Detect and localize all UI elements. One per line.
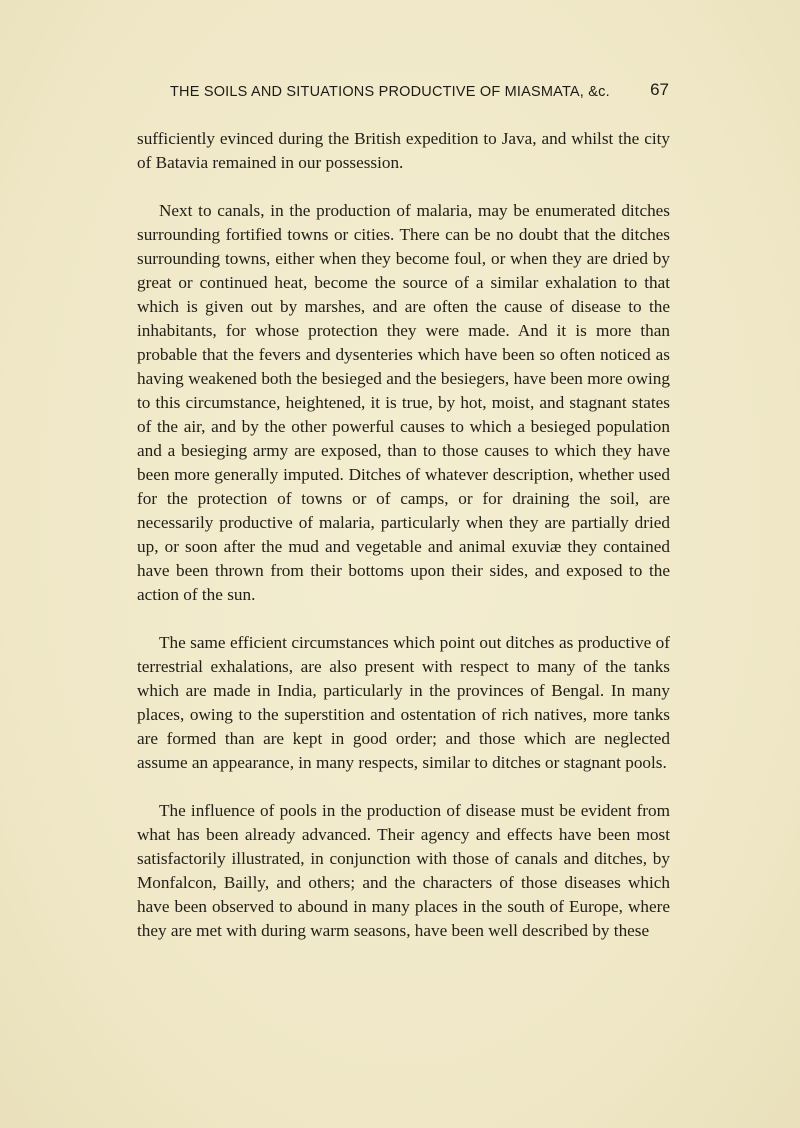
paragraph-1: sufficiently evinced during the British expedition to Java, and whilst the city of Batavia remained in our possession. (137, 129, 670, 172)
paragraph-2: Next to canals, in the production of malaria, may be enumerated ditches surrounding fortified towns or cities. There can be no doubt that the ditches surrounding towns, either when they become foul, or when they are dried by great or continued heat, become the source of a similar exhalation to that which is given out by marshes, and are often the cause of disease to the inhabitants, for whose protection they were made. And it is more than probable that the fevers and dysenteries which have been so often noticed as having weakened both the besieged and the besiegers, have been more owing to this circumstance, heightened, it is true, by hot, moist, and stagnant states of the air, and by the other powerful causes to which a besieged population and a besieging army are exposed, than to those causes to which they have been more generally imputed. Ditches of whatever description, whether used for the protection of towns or of camps, or for draining the soil, are necessarily productive of malaria, particularly when they are partially dried up, or soon after the mud and vegetable and animal exuviæ they contained have been thrown from their bottoms upon their sides, and exposed to the action of the sun. (137, 201, 670, 604)
paragraph-3: The same efficient circumstances which point out ditches as productive of terrestrial exhalations, are also present with respect to many of the tanks which are made in India, particularly in the provinces of Bengal. In many places, owing to the superstition and ostentation of rich natives, more tanks are formed than are kept in good order; and those which are neglected assume an appearance, in many respects, similar to ditches or stagnant pools. (137, 633, 670, 772)
paragraph-4: The influence of pools in the production of disease must be evident from what has been already advanced. Their agency and effects have been most satisfactorily illustrated, in conjunction with those of canals and ditches, by Monfalcon, Bailly, and others; and the characters of those diseases which have been observed to abound in many places in the south of Europe, where they are met with during warm seasons, have been well described by these (137, 801, 670, 940)
running-title: THE SOILS AND SITUATIONS PRODUCTIVE OF MIASMATA, &c. (170, 84, 610, 100)
body-text (137, 127, 670, 967)
page-number: 67 (650, 80, 669, 99)
